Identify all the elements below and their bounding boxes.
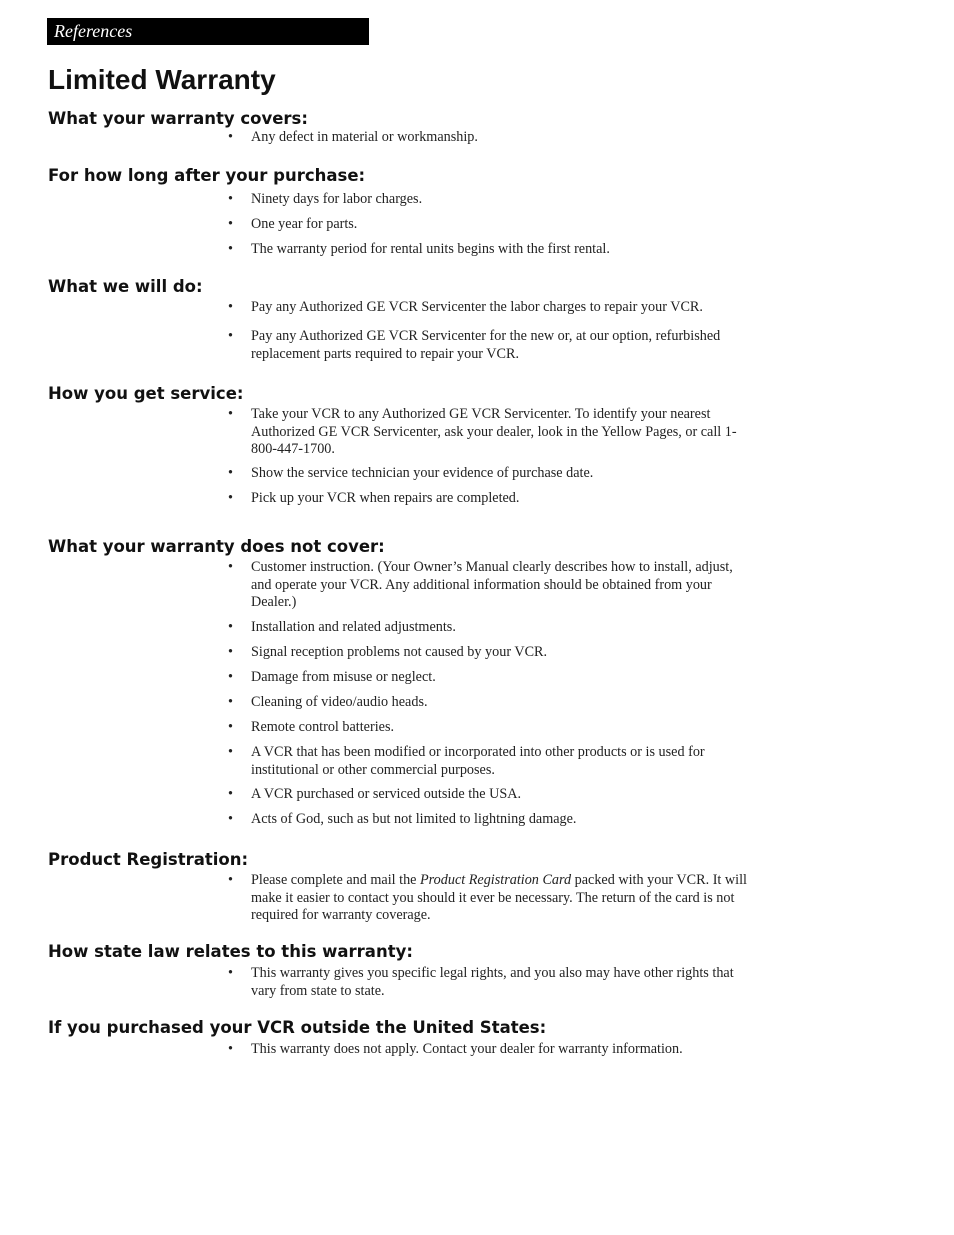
bullet-icon: • (228, 129, 233, 145)
bullet-icon: • (228, 216, 233, 232)
section-heading-registration: Product Registration: (48, 850, 249, 869)
list-item: • Any defect in material or workmanship. (228, 129, 478, 145)
list-item: • Remote control batteries. (228, 719, 395, 735)
bullet-icon: • (228, 965, 233, 981)
bullet-icon: • (228, 811, 233, 827)
list-item: • A VCR that has been modified or incorporated into other products or is used for institutional or other commercial purposes. (228, 744, 705, 778)
bullet-icon: • (228, 241, 233, 257)
bullet-icon: • (228, 669, 233, 685)
section-heading-service: How you get service: (48, 384, 244, 403)
section-heading-duration: For how long after your purchase: (48, 166, 366, 185)
list-item: • The warranty period for rental units begins with the first rental. (228, 241, 610, 257)
list-item: • Ninety days for labor charges. (228, 191, 423, 207)
list-item: • A VCR purchased or serviced outside the USA. (228, 786, 522, 802)
list-item: • Pay any Authorized GE VCR Servicenter the labor charges to repair your VCR. (228, 299, 703, 315)
list-item: • One year for parts. (228, 216, 358, 232)
bullet-icon: • (228, 559, 233, 575)
header-bar (47, 18, 369, 45)
bullet-icon: • (228, 490, 233, 506)
list-item: • Cleaning of video/audio heads. (228, 694, 428, 710)
list-item: • Please complete and mail the Product Registration Card packed with your VCR. It will make it easier to contact you should it ever be necessary. The return of the card is not required for warranty coverage. (228, 872, 747, 923)
registration-card-name: Product Registration Card (420, 872, 572, 888)
list-item: • Damage from misuse or neglect. (228, 669, 436, 685)
list-item: • Signal reception problems not caused by your VCR. (228, 644, 548, 660)
bullet-icon: • (228, 786, 233, 802)
list-item: • Show the service technician your evidence of purchase date. (228, 465, 594, 481)
bullet-icon: • (228, 644, 233, 660)
section-heading-what-we-do: What we will do: (48, 277, 203, 296)
header-label: References (54, 21, 133, 41)
bullet-icon: • (228, 328, 233, 344)
bullet-icon: • (228, 406, 233, 422)
bullet-icon: • (228, 299, 233, 315)
bullet-icon: • (228, 719, 233, 735)
bullet-icon: • (228, 744, 233, 760)
list-item: • This warranty gives you specific legal rights, and you also may have other rights that vary from state to state. (228, 965, 734, 999)
section-heading-not-covered: What your warranty does not cover: (48, 537, 385, 556)
section-heading-coverage: What your warranty covers: (48, 109, 308, 128)
bullet-icon: • (228, 465, 233, 481)
bullet-icon: • (228, 1041, 233, 1057)
page-title: Limited Warranty (48, 64, 276, 95)
section-heading-outside-us: If you purchased your VCR outside the United States: (48, 1018, 547, 1037)
bullet-icon: • (228, 694, 233, 710)
section-heading-state-law: How state law relates to this warranty: (48, 942, 413, 961)
list-item: • Pay any Authorized GE VCR Servicenter for the new or, at our option, refurbished replacement parts required to repair your VCR. (228, 328, 721, 362)
list-item: • Customer instruction. (Your Owner’s Manual clearly describes how to install, adjust, and operate your VCR. Any additional information should be obtained from your Dealer.) (228, 559, 733, 610)
bullet-icon: • (228, 619, 233, 635)
list-item: • This warranty does not apply. Contact your dealer for warranty information. (228, 1041, 683, 1057)
list-item: • Acts of God, such as but not limited to lightning damage. (228, 811, 577, 827)
list-item: • Take your VCR to any Authorized GE VCR Servicenter. To identify your nearest Authorized GE VCR Servicenter, ask your dealer, look in the Yellow Pages, or call 1-800-447-1700. (228, 406, 737, 457)
list-item: • Installation and related adjustments. (228, 619, 456, 635)
bullet-icon: • (228, 872, 233, 888)
list-item: • Pick up your VCR when repairs are completed. (228, 490, 520, 506)
bullet-icon: • (228, 191, 233, 207)
